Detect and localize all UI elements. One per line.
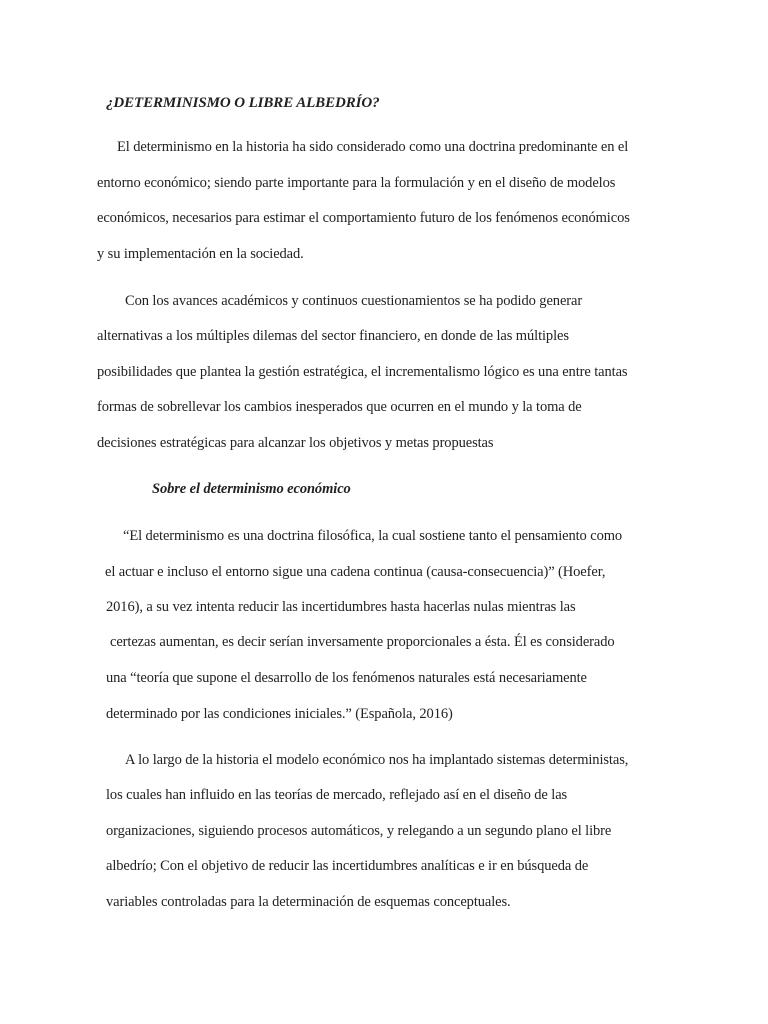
paragraph-3-line-1: “El determinismo es una doctrina filosófica, la cual sostiene tanto el pensamiento como: [123, 528, 623, 544]
paragraph-2-line-1: Con los avances académicos y continuos cuestionamientos se ha podido generar: [125, 293, 583, 309]
paragraph-4-line-4: albedrío; Con el objetivo de reducir las incertidumbres analíticas e ir en búsqueda de: [106, 858, 589, 874]
paragraph-2-line-3: posibilidades que plantea la gestión estratégica, el incrementalismo lógico es una entre tantas: [97, 364, 628, 380]
paragraph-2-line-5: decisiones estratégicas para alcanzar los objetivos y metas propuestas: [97, 435, 494, 451]
paragraph-4-line-1: A lo largo de la historia el modelo económico nos ha implantado sistemas deterministas,: [125, 752, 629, 768]
section-subtitle: Sobre el determinismo económico: [152, 481, 351, 497]
paragraph-3-line-6: determinado por las condiciones iniciales.” (Española, 2016): [106, 706, 453, 722]
paragraph-2-line-4: formas de sobrellevar los cambios inesperados que ocurren en el mundo y la toma de: [97, 399, 582, 415]
document-title: ¿DETERMINISMO O LIBRE ALBEDRÍO?: [106, 95, 380, 111]
paragraph-1-line-3: económicos, necesarios para estimar el comportamiento futuro de los fenómenos económicos: [97, 210, 630, 226]
paragraph-4-line-3: organizaciones, siguiendo procesos automáticos, y relegando a un segundo plano el libre: [106, 823, 612, 839]
paragraph-1-line-2: entorno económico; siendo parte importante para la formulación y en el diseño de modelos: [97, 175, 616, 191]
paragraph-2-line-2: alternativas a los múltiples dilemas del sector financiero, en donde de las múltiples: [97, 328, 569, 344]
paragraph-1-line-4: y su implementación en la sociedad.: [97, 246, 304, 262]
paragraph-1-line-1: El determinismo en la historia ha sido considerado como una doctrina predominante en el: [117, 139, 629, 155]
paragraph-3-line-5: una “teoría que supone el desarrollo de los fenómenos naturales está necesariamente: [106, 670, 587, 686]
paragraph-3-line-3: 2016), a su vez intenta reducir las incertidumbres hasta hacerlas nulas mientras las: [106, 599, 576, 615]
paragraph-3-line-4: certezas aumentan, es decir serían inversamente proporcionales a ésta. Él es considerado: [110, 634, 615, 650]
paragraph-3-line-2: el actuar e incluso el entorno sigue una cadena continua (causa-consecuencia)” (Hoefer,: [105, 564, 606, 580]
paragraph-4-line-2: los cuales han influido en las teorías de mercado, reflejado así en el diseño de las: [106, 787, 568, 803]
paragraph-4-line-5: variables controladas para la determinación de esquemas conceptuales.: [106, 894, 511, 910]
